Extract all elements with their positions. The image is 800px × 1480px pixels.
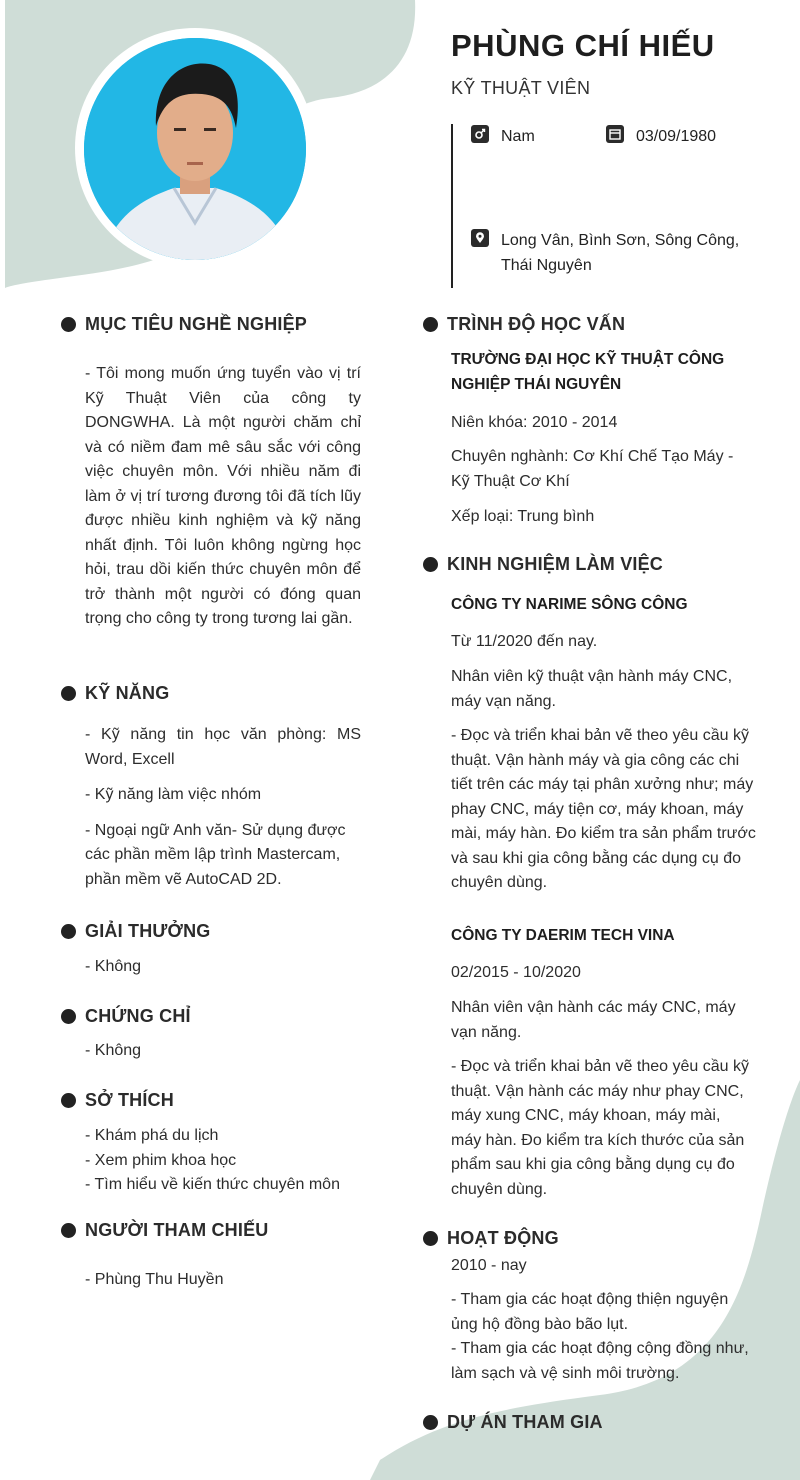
section-awards: GIẢI THƯỞNG: [61, 921, 210, 942]
bullet-dot-icon: [423, 317, 438, 332]
section-skills: KỸ NĂNG: [61, 683, 169, 704]
section-certificates: CHỨNG CHỈ: [61, 1006, 191, 1027]
section-hobbies: SỞ THÍCH: [61, 1090, 174, 1111]
section-experience: KINH NGHIỆM LÀM VIỆC: [423, 554, 663, 575]
hobby-item: - Khám phá du lịch: [85, 1127, 219, 1144]
gender-info: [471, 124, 535, 149]
calendar-icon: [606, 125, 624, 143]
bullet-dot-icon: [423, 1231, 438, 1246]
bullet-dot-icon: [61, 924, 76, 939]
education-years: Niên khóa: 2010 - 2014: [451, 414, 618, 431]
skill-item: - Kỹ năng tin học văn phòng: MS Word, Excell: [85, 726, 361, 768]
bullet-dot-icon: [423, 557, 438, 572]
school-name: TRƯỜNG ĐẠI HỌC KỸ THUẬT CÔNG NGHIỆP THÁI NGUYÊN: [451, 351, 725, 393]
activities-list: [451, 1288, 756, 1386]
awards-text: - Không: [85, 958, 142, 975]
bullet-dot-icon: [423, 1415, 438, 1430]
job-description: - Đọc và triển khai bản vẽ theo yêu cầu kỹ thuật. Vận hành các máy như phay CNC, máy xung CNC, máy khoan, máy mài, máy hàn. Đo kiểm tra kích thước của sản phẩm sau khi gia công bằng dụng cụ đo chuyên dùng.: [451, 1058, 749, 1198]
certificates-text: - Không: [85, 1042, 142, 1059]
bullet-dot-icon: [61, 1009, 76, 1024]
education-major: Chuyên nghành: Cơ Khí Chế Tạo Máy - Kỹ Thuật Cơ Khí: [451, 448, 734, 490]
header-divider: [451, 124, 453, 288]
skill-item: - Kỹ năng làm việc nhóm: [85, 786, 262, 803]
job-period: Từ 11/2020 đến nay.: [451, 633, 598, 650]
education-grade: Xếp loại: Trung bình: [451, 508, 595, 525]
bullet-dot-icon: [61, 1093, 76, 1108]
dob-info: [606, 124, 716, 149]
location-pin-icon: [471, 229, 489, 247]
activity-item: - Tham gia các hoạt động cộng đồng như, làm sạch và vệ sinh môi trường.: [451, 1340, 749, 1382]
bullet-dot-icon: [61, 686, 76, 701]
gender-value: Nam: [501, 128, 535, 145]
job-description: - Đọc và triển khai bản vẽ theo yêu cầu kỹ thuật. Vận hành máy và gia công các chi tiết trên các máy tại phân xưởng như; máy phay CNC, máy tiện cơ, máy khoan, máy mài, máy hàn. Đo kiểm tra sản phẩm trước và sau khi gia công bằng các dụng cụ đo chuyên dùng.: [451, 727, 756, 891]
job-position: Nhân viên kỹ thuật vận hành máy CNC, máy vạn năng.: [451, 668, 733, 710]
section-projects: DỰ ÁN THAM GIA: [423, 1412, 603, 1433]
activity-item: - Tham gia các hoạt động thiện nguyện ủng hộ đồng bào bão lụt.: [451, 1291, 729, 1333]
references-text: - Phùng Thu Huyền: [85, 1271, 224, 1288]
hobbies-list: [85, 1124, 375, 1198]
candidate-name: PHÙNG CHÍ HIẾU: [451, 28, 715, 63]
objective-text: - Tôi mong muốn ứng tuyển vào vị trí Kỹ Thuật Viên của công ty DONGWHA. Là một người chăm chỉ và có niềm đam mê sâu sắc với công việc chuyên môn. Với nhiều năm đi làm ở vị trí tương đương tôi đã tích lũy được nhiều kinh nghiệm và kỹ năng nhất định. Tôi luôn không ngừng học hỏi, trau dồi kiến thức chuyên môn để trở thành một người có đóng quan trọng cho công ty trong tương lai gần.: [85, 365, 361, 627]
section-activities: HOẠT ĐỘNG: [423, 1228, 559, 1249]
job-company: CÔNG TY DAERIM TECH VINA: [451, 927, 675, 944]
section-objective: MỤC TIÊU NGHỀ NGHIỆP: [61, 314, 307, 335]
avatar: [84, 38, 306, 260]
dob-value: 03/09/1980: [636, 128, 717, 145]
address-line-2: Thái Nguyên: [501, 257, 592, 274]
skill-item: - Ngoại ngữ Anh văn- Sử dụng được các phần mềm lập trình Mastercam, phần mềm vẽ AutoCAD 2D.: [85, 821, 346, 888]
job-period: 02/2015 - 10/2020: [451, 964, 581, 981]
address-info: [471, 228, 739, 278]
job-company: CÔNG TY NARIME SÔNG CÔNG: [451, 596, 688, 613]
job-position: Nhân viên vận hành các máy CNC, máy vạn năng.: [451, 999, 736, 1041]
skills-list: [85, 723, 361, 892]
hobby-item: - Tìm hiểu về kiến thức chuyên môn: [85, 1176, 340, 1193]
bullet-dot-icon: [61, 1223, 76, 1238]
gender-icon: [471, 125, 489, 143]
section-references: NGƯỜI THAM CHIẾU: [61, 1220, 268, 1241]
hobby-item: - Xem phim khoa học: [85, 1151, 237, 1169]
bullet-dot-icon: [61, 317, 76, 332]
address-line-1: Long Vân, Bình Sơn, Sông Công,: [501, 232, 740, 249]
activities-period: 2010 - nay: [451, 1257, 527, 1274]
candidate-role: KỸ THUẬT VIÊN: [451, 78, 591, 98]
section-education: TRÌNH ĐỘ HỌC VẤN: [423, 314, 625, 335]
